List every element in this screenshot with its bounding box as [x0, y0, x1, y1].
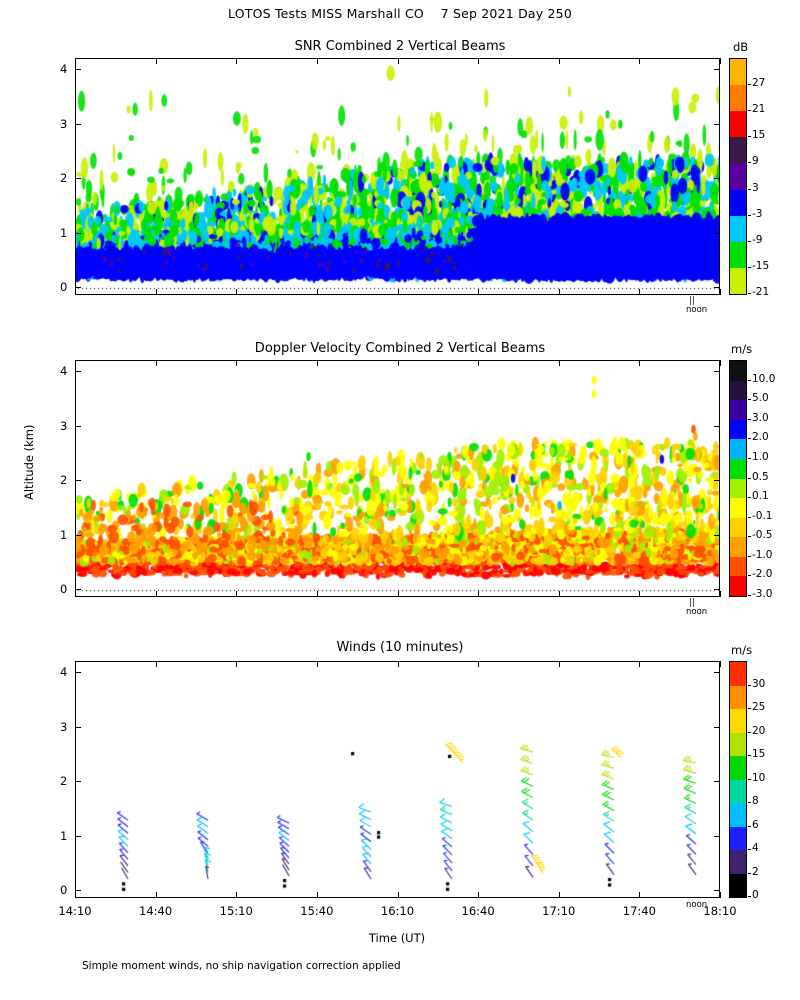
colorbar-segment: [730, 709, 746, 733]
colorbar-snr: [729, 58, 747, 295]
colorbar-doppler: [729, 360, 747, 597]
colorbar-tick: [748, 575, 751, 576]
colorbar-tick: [748, 110, 751, 111]
colorbar-tick: [748, 536, 751, 537]
colorbar-tick-label: 6: [752, 818, 759, 831]
colorbar-tick: [748, 708, 751, 709]
colorbar-tick: [748, 779, 751, 780]
colorbar-tick-label: 4: [752, 842, 759, 854]
colorbar-tick-label: 9: [752, 155, 759, 168]
colorbar-unit-winds: m/s: [731, 643, 753, 657]
x-tick-label: 15:40: [300, 904, 334, 918]
colorbar-tick-label: 10: [752, 771, 766, 784]
colorbar-segment: [730, 733, 746, 757]
colorbar-segment: [730, 874, 746, 898]
colorbar-segment: [730, 111, 746, 138]
colorbar-tick-label: -2.0: [752, 568, 773, 581]
y-axis-label: Altitude (km): [22, 424, 36, 500]
y-tick-label: 2: [60, 171, 68, 186]
colorbar-segment: [730, 242, 746, 269]
colorbar-tick-label: 25: [752, 701, 766, 713]
colorbar-tick: [748, 399, 751, 400]
colorbar-segment: [730, 686, 746, 710]
colorbar-tick-label: 1.0: [752, 450, 769, 463]
colorbar-segment: [730, 137, 746, 164]
colorbar-tick-label: 15: [752, 129, 766, 142]
colorbar-segment: [730, 576, 746, 596]
y-tick-label: 4: [60, 62, 68, 77]
colorbar-tick-label: 3: [752, 181, 759, 194]
x-tick-label: 15:10: [219, 904, 253, 918]
colorbar-tick: [748, 478, 751, 479]
colorbar-tick: [748, 896, 751, 897]
x-tick-label: 14:40: [139, 904, 173, 918]
colorbar-tick: [748, 595, 751, 596]
colorbar-segment: [730, 537, 746, 557]
y-tick-label: 1: [60, 828, 68, 843]
y-tick-label: 0: [60, 280, 68, 294]
colorbar-tick-label: 21: [752, 103, 766, 116]
colorbar-tick-label: -0.5: [752, 529, 773, 542]
colorbar-tick: [748, 438, 751, 439]
colorbar-segment: [730, 459, 746, 479]
page-title: LOTOS Tests MISS Marshall CO 7 Sep 2021 Day 250: [228, 6, 572, 21]
colorbar-tick-label: -3.0: [752, 588, 773, 600]
x-tick: [720, 58, 721, 64]
colorbar-tick-label: 15: [752, 748, 766, 760]
colorbar-tick: [748, 136, 751, 137]
x-tick: [720, 591, 721, 597]
colorbar-tick: [748, 556, 751, 557]
y-tick-label: 3: [60, 719, 68, 734]
colorbar-tick-label: 8: [752, 795, 759, 807]
colorbar-segment: [730, 216, 746, 243]
colorbar-tick: [748, 873, 751, 874]
colorbar-tick: [748, 293, 751, 294]
y-tick-label: 2: [60, 774, 68, 789]
colorbar-segment: [730, 803, 746, 827]
colorbar-tick: [748, 162, 751, 163]
colorbar-tick: [748, 380, 751, 381]
x-tick-label: 17:40: [622, 904, 656, 918]
colorbar-tick-label: 0: [752, 889, 759, 901]
colorbar-segment: [730, 268, 746, 295]
colorbar-tick-label: 5.0: [752, 392, 769, 405]
colorbar-segment: [730, 518, 746, 538]
colorbar-tick: [748, 458, 751, 459]
colorbar-segment: [730, 420, 746, 440]
colorbar-tick-label: -3: [752, 207, 763, 220]
footnote: Simple moment winds, no ship navigation correction applied: [82, 960, 401, 972]
y-tick-label: 3: [60, 418, 68, 433]
colorbar-tick-label: 2.0: [752, 431, 769, 444]
colorbar-tick: [748, 84, 751, 85]
colorbar-tick: [748, 849, 751, 850]
colorbar-tick: [748, 497, 751, 498]
noon-marker-doppler: noon: [686, 607, 708, 617]
colorbar-tick: [748, 755, 751, 756]
colorbar-unit-snr: dB: [733, 40, 749, 54]
colorbar-segment: [730, 85, 746, 112]
x-tick: [720, 661, 721, 667]
x-tick: [720, 360, 721, 366]
colorbar-segment: [730, 498, 746, 518]
colorbar-segment: [730, 190, 746, 217]
y-tick-label: 1: [60, 225, 68, 240]
x-tick-label: 16:10: [380, 904, 415, 918]
colorbar-segment: [730, 662, 746, 686]
x-tick-label: 18:10: [703, 904, 737, 918]
colorbar-segment: [730, 827, 746, 851]
colorbar-tick: [748, 215, 751, 216]
colorbar-tick-label: 27: [752, 77, 766, 90]
x-tick: [720, 289, 721, 295]
y-tick-label: 4: [60, 665, 68, 680]
colorbar-segment: [730, 557, 746, 577]
plot-winds: [75, 661, 720, 898]
colorbar-tick: [748, 732, 751, 733]
noon-tick-snr: ||: [689, 296, 695, 306]
colorbar-tick-label: -15: [752, 259, 770, 272]
x-tick-label: 17:10: [542, 904, 576, 918]
colorbar-segment: [730, 59, 746, 86]
x-tick: [720, 892, 721, 898]
colorbar-tick-label: 3.0: [752, 411, 769, 424]
x-tick-label: 14:10: [58, 904, 92, 918]
colorbar-segment: [730, 381, 746, 401]
colorbar-tick: [748, 802, 751, 803]
colorbar-tick: [748, 685, 751, 686]
panel-title-doppler: Doppler Velocity Combined 2 Vertical Beams: [254, 341, 546, 356]
y-tick-label: 4: [60, 364, 68, 379]
colorbar-segment: [730, 439, 746, 459]
x-tick-label: 16:40: [461, 904, 495, 918]
colorbar-tick: [748, 517, 751, 518]
y-tick-label: 1: [60, 527, 68, 542]
colorbar-segment: [730, 780, 746, 804]
colorbar-segment: [730, 479, 746, 499]
x-axis-label: Time (UT): [368, 931, 426, 945]
y-tick-label: 0: [60, 883, 68, 897]
colorbar-tick: [748, 189, 751, 190]
y-tick-label: 3: [60, 116, 68, 131]
colorbar-tick-label: 0.5: [752, 470, 769, 483]
colorbar-segment: [730, 850, 746, 874]
colorbar-segment: [730, 400, 746, 420]
colorbar-tick: [748, 241, 751, 242]
colorbar-tick-label: -21: [752, 286, 770, 298]
colorbar-tick-label: -1.0: [752, 548, 773, 561]
colorbar-tick-label: 10.0: [752, 372, 776, 385]
colorbar-tick-label: -9: [752, 233, 763, 246]
noon-marker-winds: noon: [686, 900, 708, 910]
colorbar-tick-label: 2: [752, 865, 759, 878]
colorbar-tick-label: -0.1: [752, 509, 773, 522]
colorbar-segment: [730, 163, 746, 190]
y-tick-label: 2: [60, 473, 68, 488]
y-tick-label: 0: [60, 582, 68, 596]
noon-marker-snr: noon: [686, 305, 708, 315]
panel-title-snr: SNR Combined 2 Vertical Beams: [294, 39, 506, 54]
colorbar-tick-label: 20: [752, 724, 766, 737]
panel-title-winds: Winds (10 minutes): [336, 640, 464, 655]
colorbar-tick-label: 0.1: [752, 490, 769, 503]
colorbar-tick: [748, 267, 751, 268]
colorbar-unit-doppler: m/s: [731, 342, 753, 356]
colorbar-winds: [729, 661, 747, 898]
noon-tick-doppler: ||: [689, 598, 695, 608]
colorbar-segment: [730, 756, 746, 780]
plot-doppler: [75, 360, 720, 597]
colorbar-tick: [748, 419, 751, 420]
plot-snr: [75, 58, 720, 295]
colorbar-tick: [748, 826, 751, 827]
colorbar-segment: [730, 361, 746, 381]
colorbar-tick-label: 30: [752, 677, 766, 690]
